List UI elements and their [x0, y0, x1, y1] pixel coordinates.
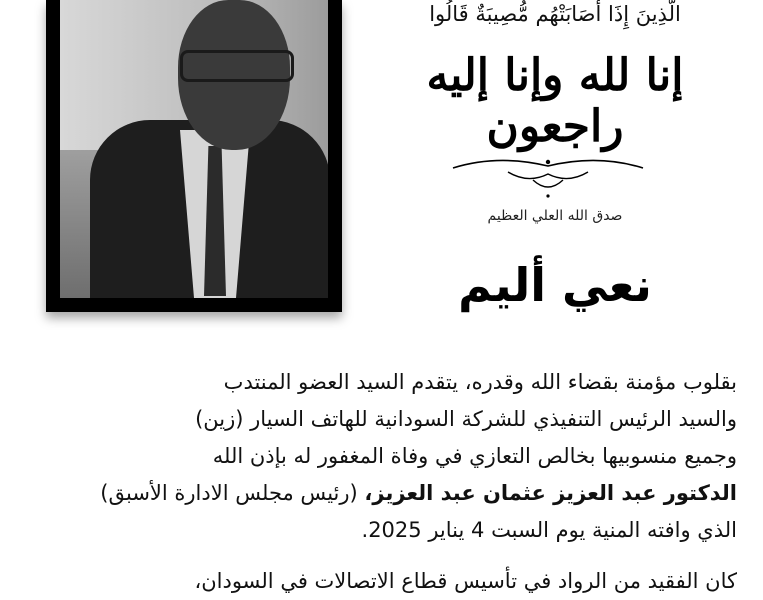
- ornament-icon: [448, 150, 648, 200]
- portrait-frame: [46, 0, 342, 312]
- verse-citation: صدق الله العلي العظيم: [487, 208, 623, 224]
- page-title: نعي أليم: [458, 258, 652, 312]
- deceased-line: [40, 475, 737, 512]
- obituary-header: [360, 0, 750, 340]
- photo-glasses: [180, 50, 294, 82]
- text-line: بقلوب مؤمنة بقضاء الله وقدره، يتقدم السيد العضو المنتدب: [223, 370, 737, 394]
- deceased-name: الدكتور عبد العزيز عثمان عبد العزيز،: [364, 481, 737, 505]
- text-line: والسيد الرئيس التنفيذي للشركة السودانية للهاتف السيار (زين): [195, 407, 737, 431]
- portrait-photo: [60, 0, 328, 298]
- verse-calligraphy: إنا لله وإنا إليه راجعون: [426, 50, 684, 152]
- text-line: الذي وافته المنية يوم السبت 4 يناير 2025.: [361, 518, 737, 542]
- deceased-role: (رئيس مجلس الادارة الأسبق): [100, 481, 358, 505]
- text-line: وجميع منسوبيها بخالص التعازي في وفاة المغفور له بإذن الله: [212, 444, 737, 468]
- text-line: كان الفقيد من الرواد في تأسيس قطاع الاتصالات في السودان،: [194, 569, 737, 593]
- verse-intro: الَّذِينَ إِذَا أَصَابَتْهُم مُّصِيبَةٌ قَالُوا: [429, 2, 681, 26]
- obituary-text: [40, 364, 737, 600]
